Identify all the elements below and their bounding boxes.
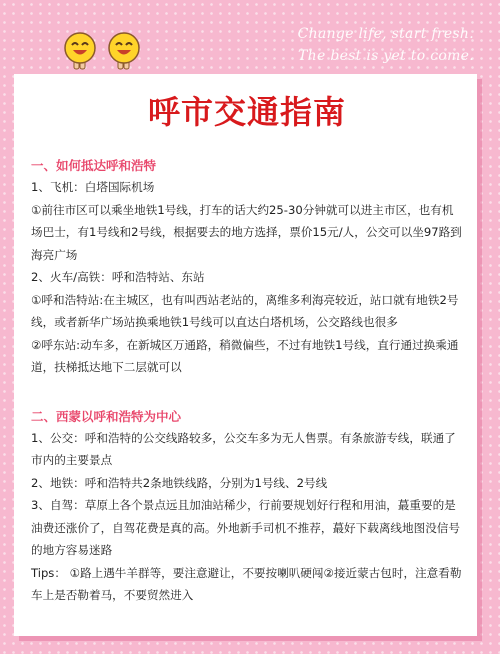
page-title: 呼市交通指南 <box>147 93 346 131</box>
smiley-emoji-icon <box>60 28 150 72</box>
guide-card <box>14 74 477 636</box>
paragraph-bus: 1、公交：呼和浩特的公交线路较多，公交车多为无人售票。有条旅游专线，联通了市内的主要景点 <box>31 430 456 467</box>
paragraph-metro: 2、地铁：呼和浩特共2条地铁线路，分别为1号线、2号线 <box>31 475 328 490</box>
section-heading-arrival: 一、如何抵达呼和浩特 <box>31 158 157 173</box>
slogan-line-2: The best is yet to come. <box>298 48 474 64</box>
paragraph-hohhot-station: ①呼和浩特站:在主城区，也有叫西站老站的，离维多利海亮较近，站口就有地铁2号线，或者新华广场站换乘地铁1号线可以直达白塔机场，公交路线也很多 <box>31 292 459 329</box>
paragraph-airport-transfer: ①前往市区可以乘坐地铁1号线，打车的话大约25-30分钟就可以进主市区，也有机场巴士，有1号线和2号线，根据要去的地方选择，票价15元/人，公交可以坐97路到海亮广场 <box>31 202 462 262</box>
paragraph-self-drive: 3、自驾：草原上各个景点远且加油站稀少，行前要规划好行程和用油，蕞重要的是油费还涨价了，自驾花费是真的高。外地新手司机不推荐，蕞好下载离线地图没信号的地方容易迷路 <box>31 498 460 557</box>
paragraph-train: 2、火车/高铁：呼和浩特站、东站 <box>31 270 205 284</box>
paragraph-tips: Tips： ①路上遇牛羊群等，要注意避让，不要按喇叭硬闯②接近蒙古包时，注意看勒车上是否勒着马，不要贸然进入 <box>31 565 462 602</box>
section-heading-local-transport: 二、西蒙以呼和浩特为中心 <box>31 408 182 424</box>
paragraph-flight: 1、飞机：白塔国际机场 <box>31 180 155 194</box>
slogan-line-1: Change life, start fresh. <box>297 26 474 42</box>
paragraph-east-station: ②呼东站:动车多，在新城区万通路，稍微偏些，不过有地铁1号线，直行通过换乘通道，扶梯抵达地下二层就可以 <box>31 337 459 374</box>
